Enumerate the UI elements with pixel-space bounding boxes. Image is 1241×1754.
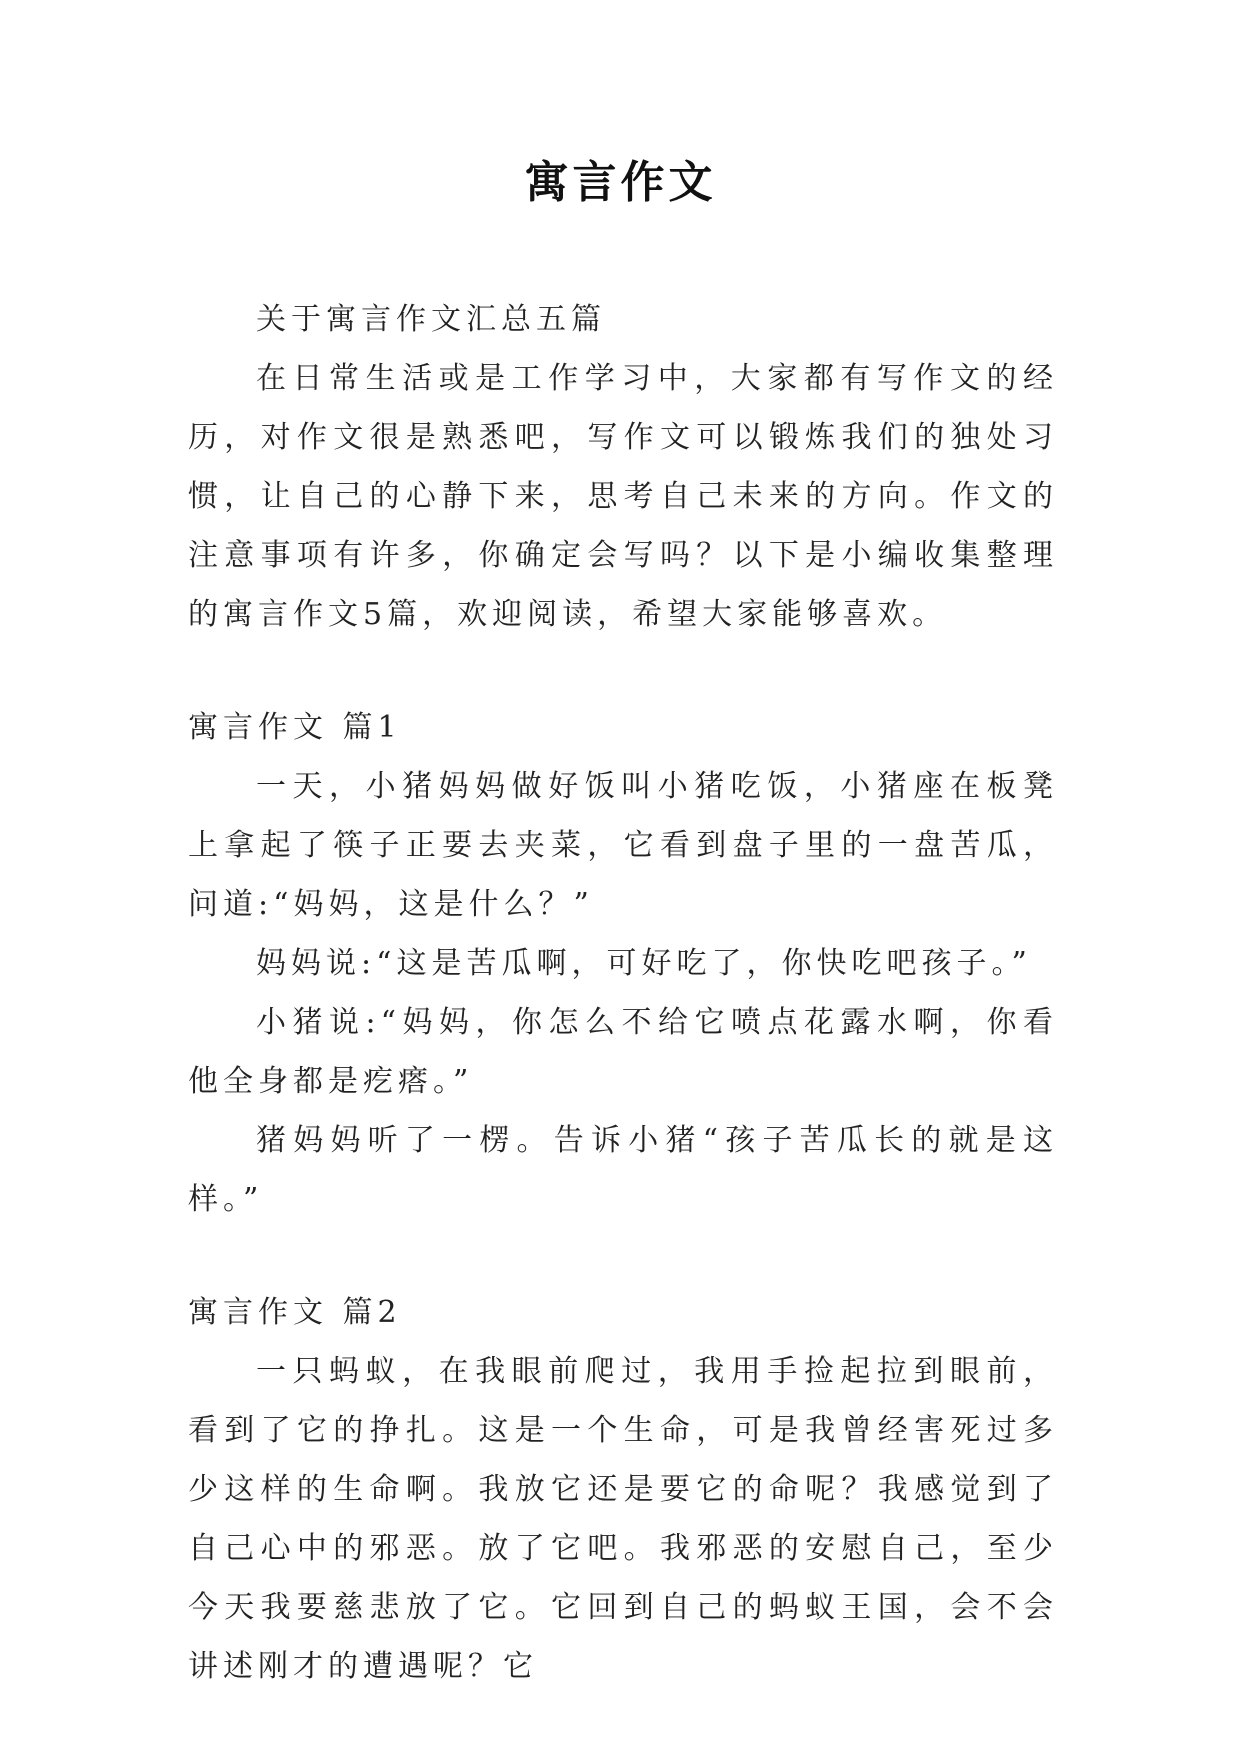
section-2-paragraph-1: 一只蚂蚁，在我眼前爬过，我用手捡起拉到眼前，看到了它的挣扎。这是一个生命，可是我曾经害死过多少这样的生命啊。我放它还是要它的命呢？我感觉到了自己心中的邪恶。放了它吧。我邪恶的安慰自己，至少今天我要慈悲放了它。它回到自己的蚂蚁王国，会不会讲述刚才的遭遇呢？它 bbox=[188, 1354, 1058, 1684]
document-title: 寓言作文 bbox=[524, 157, 717, 208]
section-1-paragraph-4: 猪妈妈听了一楞。告诉小猪“孩子苦瓜长的就是这样。” bbox=[188, 1123, 1058, 1217]
section-heading-1: 寓言作文 篇1 bbox=[188, 710, 402, 745]
section-1-paragraph-3: 小猪说:“妈妈，你怎么不给它喷点花露水啊，你看他全身都是疙瘩。” bbox=[188, 1005, 1058, 1099]
intro-paragraph: 在日常生活或是工作学习中，大家都有写作文的经历，对作文很是熟悉吧，写作文可以锻炼我们的独处习惯，让自己的心静下来，思考自己未来的方向。作文的注意事项有许多，你确定会写吗？以下是小编收集整理的寓言作文5篇，欢迎阅读，希望大家能够喜欢。 bbox=[188, 361, 1058, 632]
section-1-paragraph-2: 妈妈说:“这是苦瓜啊，可好吃了，你快吃吧孩子。” bbox=[256, 946, 1032, 981]
intro-heading: 关于寓言作文汇总五篇 bbox=[256, 302, 606, 337]
section-1-paragraph-1: 一天，小猪妈妈做好饭叫小猪吃饭，小猪座在板凳上拿起了筷子正要去夹菜，它看到盘子里的一盘苦瓜，问道:“妈妈，这是什么？” bbox=[188, 769, 1058, 922]
document-body bbox=[188, 290, 1058, 1696]
section-heading-2: 寓言作文 篇2 bbox=[188, 1295, 402, 1330]
